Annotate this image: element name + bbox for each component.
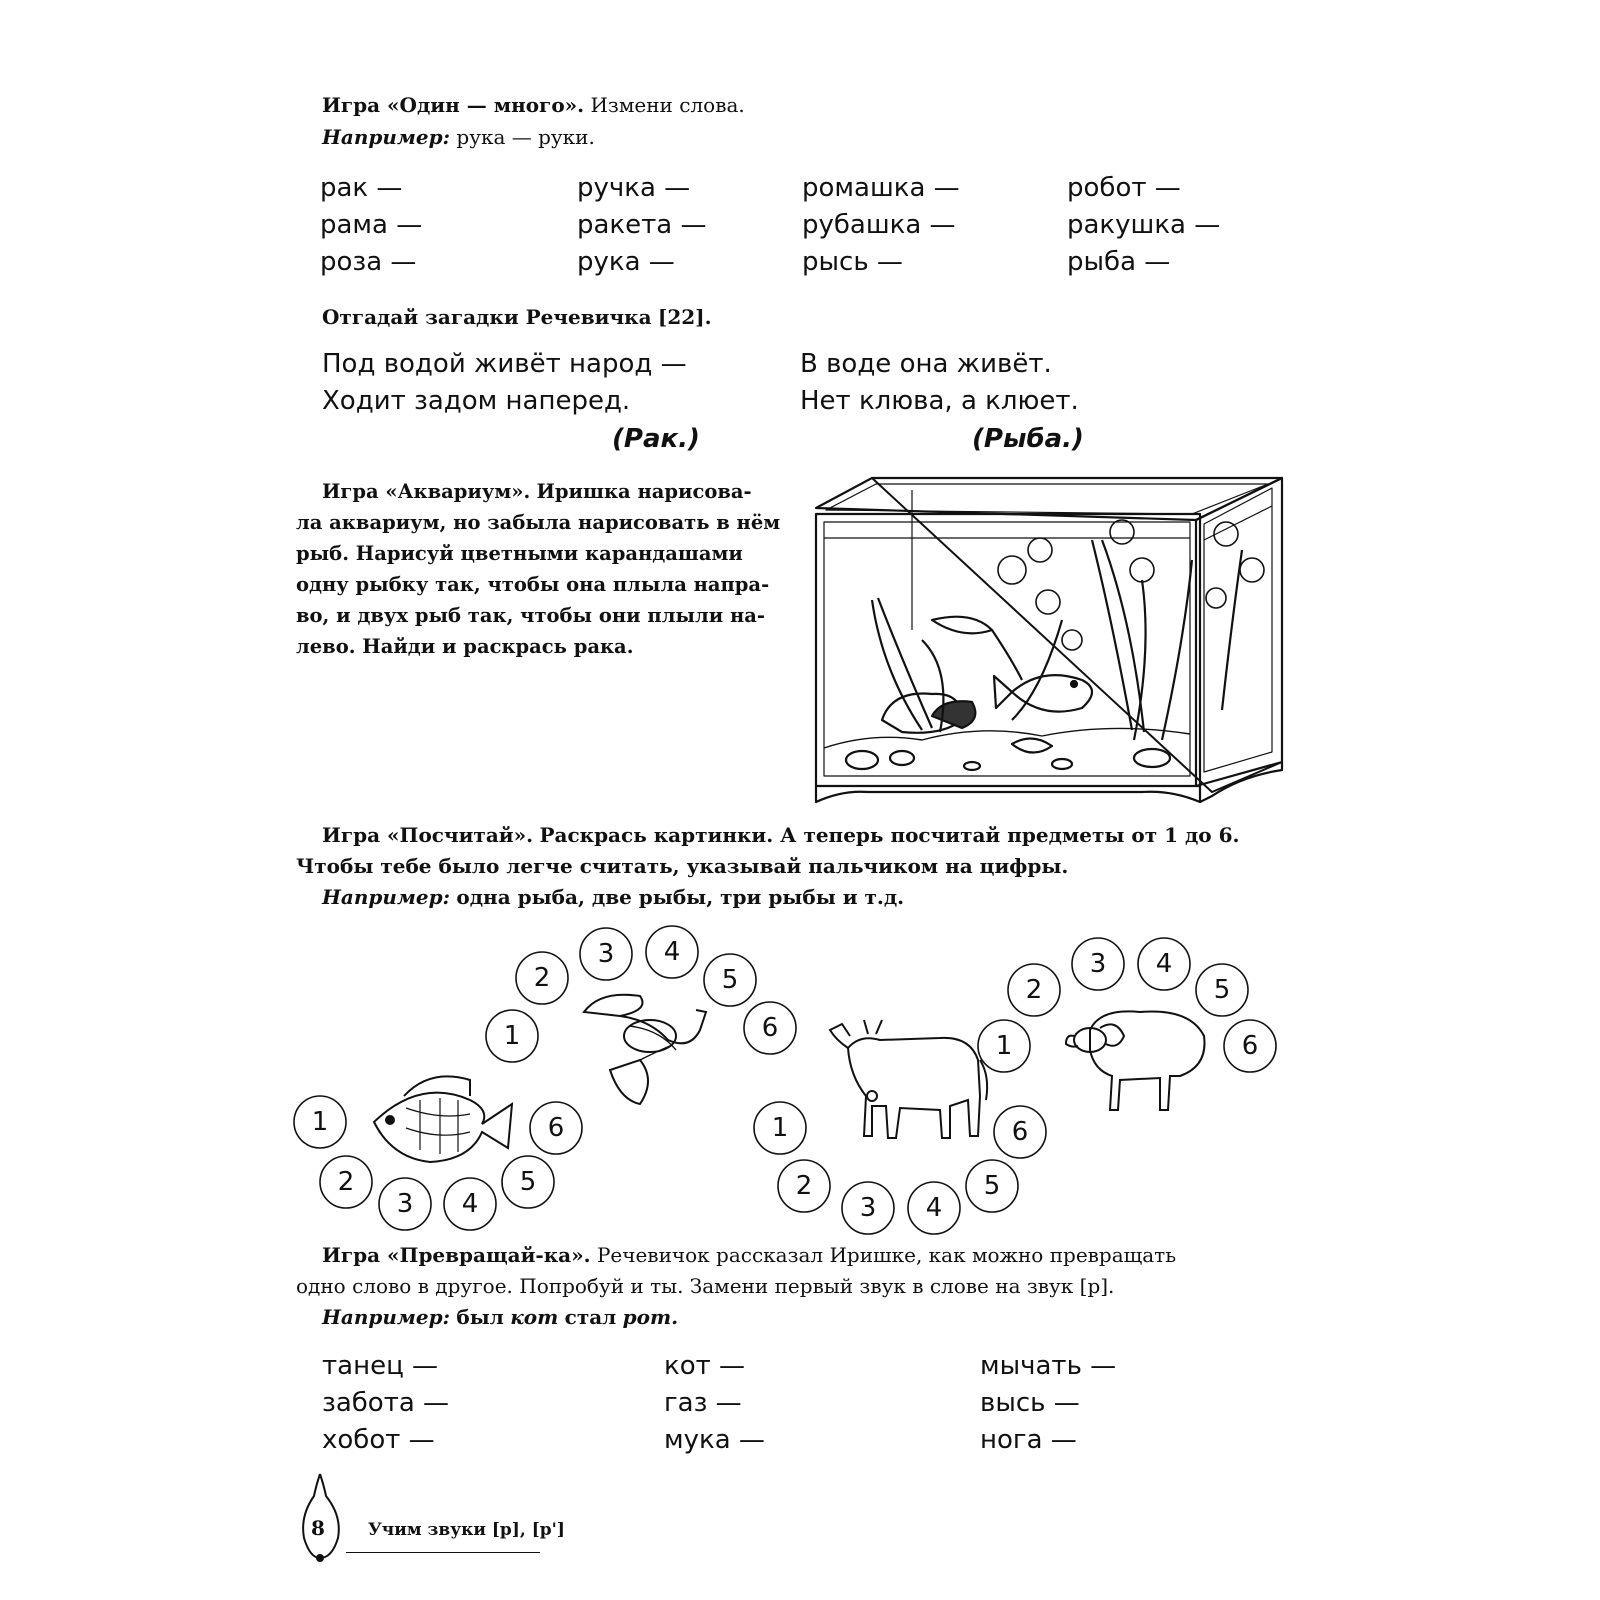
transform-col-2 [664,1348,765,1459]
transform-line1-rest: Речевичок рассказал Иришке, как можно превращать [596,1243,1177,1267]
word-item: ракушка — [1067,210,1221,240]
game1-example-label: Например: [322,125,451,149]
transform-example-word: рот. [622,1305,679,1329]
riddles-heading [322,302,712,333]
word-item: робот — [1067,173,1181,203]
word-item: роза — [320,247,417,277]
word-item: хобот — [322,1425,435,1455]
riddle-line: В воде она живёт. [800,349,1052,379]
game1-example-text: рука — руки. [456,125,595,149]
game1-col-2 [577,170,706,281]
word-item: ручка — [577,173,691,203]
number-label: 6 [547,1113,565,1143]
transform-example [322,1302,678,1333]
number-label: 6 [1011,1117,1029,1147]
aquarium-line: Иришка нарисова- [536,480,752,503]
word-item: рубашка — [802,210,956,240]
ram-counter-group [978,938,1276,1072]
number-label: 3 [396,1189,414,1219]
word-item: мычать — [980,1351,1117,1381]
riddles-title: Отгадай загадки Речевичка [322,305,652,329]
transform-example-word: кот [510,1305,559,1329]
number-label: 3 [597,939,615,969]
word-item: мука — [664,1425,765,1455]
fish-counter-group [294,1096,582,1230]
fish-icon [374,1076,512,1162]
number-label: 6 [761,1013,779,1043]
transform-line-1 [322,1240,1176,1271]
count-line1-rest: Раскрась картинки. А теперь посчитай предметы от 1 до 6. [539,823,1240,847]
number-label: 4 [461,1189,479,1219]
aquarium-illustration [812,470,1284,816]
word-item: кот — [664,1351,746,1381]
game1-instruction: Измени слова. [590,93,745,117]
number-label: 2 [337,1167,355,1197]
riddles-ref: [22]. [657,305,712,329]
game1-col-1 [320,170,422,281]
word-item: нога — [980,1425,1077,1455]
count-illustration [0,900,1600,1240]
game1-heading [322,90,745,121]
number-label: 2 [533,963,551,993]
game1-col-3 [802,170,960,281]
aquarium-line: рыб. Нарисуй цветными карандашами [296,542,743,565]
number-label: 5 [519,1167,537,1197]
word-item: рука — [577,247,675,277]
word-item: рама — [320,210,423,240]
count-title: Игра «Посчитай». [322,823,534,847]
transform-title: Игра «Превращай-ка». [322,1243,591,1267]
riddle-1-answer: (Рак.) [612,424,700,454]
transform-example-word: был [456,1305,504,1329]
word-item: ракета — [577,210,707,240]
riddle-line: Нет клюва, а клюет. [800,386,1079,416]
count-line-1 [322,820,1239,851]
number-label: 3 [1089,949,1107,979]
number-label: 5 [983,1171,1001,1201]
cow-counter-group [754,1102,1046,1234]
number-label: 4 [1155,949,1173,979]
number-label: 3 [859,1193,877,1223]
word-item: ромашка — [802,173,960,203]
crayfish-icon [584,995,706,1104]
word-item: высь — [980,1388,1080,1418]
number-label: 1 [771,1113,789,1143]
footer-rule [346,1552,540,1553]
riddle-2 [800,346,1079,420]
number-label: 4 [925,1193,943,1223]
count-line-2: Чтобы тебе было легче считать, указывай пальчиком на цифры. [296,854,1069,878]
number-label: 6 [1241,1031,1259,1061]
number-label: 4 [663,937,681,967]
number-label: 1 [311,1107,329,1137]
game1-example [322,122,595,153]
riddle-line: Ходит задом наперед. [322,386,631,416]
aquarium-line: во, и двух рыб так, чтобы они плыли на- [296,604,765,627]
aquarium-paragraph [296,476,784,662]
number-label: 1 [995,1031,1013,1061]
word-item: забота — [322,1388,450,1418]
count-example-text: одна рыба, две рыбы, три рыбы и т.д. [456,885,905,909]
number-label: 2 [1025,975,1043,1005]
game1-col-4 [1067,170,1220,281]
game1-title: Игра «Один — много». [322,93,585,117]
cow-icon [830,1020,987,1138]
count-example-label: Например: [322,885,451,909]
word-item: рак — [320,173,403,203]
aquarium-line: ла аквариум, но забыла нарисовать в нём [296,511,781,534]
aquarium-title: Игра «Аквариум». [322,480,531,503]
transform-example-word: стал [564,1305,617,1329]
transform-example-label: Например: [322,1305,451,1329]
aquarium-line: одну рыбку так, чтобы она плыла напра- [296,573,770,596]
page-number: 8 [311,1516,325,1540]
riddle-1 [322,346,687,420]
word-item: рыба — [1067,247,1171,277]
number-label: 5 [721,965,739,995]
crayfish-counter-group [486,926,796,1062]
transform-col-3 [980,1348,1116,1459]
riddle-line: Под водой живёт народ — [322,349,687,379]
riddle-2-answer: (Рыба.) [972,424,1084,454]
footer-title: Учим звуки [р], [р'] [368,1520,565,1540]
word-item: газ — [664,1388,742,1418]
number-label: 2 [795,1171,813,1201]
ram-icon [1066,1011,1205,1110]
aquarium-line: лево. Найди и раскрась рака. [296,635,634,658]
number-label: 5 [1213,975,1231,1005]
word-item: танец — [322,1351,439,1381]
transform-col-1 [322,1348,449,1459]
transform-line-2: одно слово в другое. Попробуй и ты. Замени первый звук в слове на звук [р]. [296,1274,1115,1298]
number-label: 1 [503,1021,521,1051]
word-item: рысь — [802,247,903,277]
